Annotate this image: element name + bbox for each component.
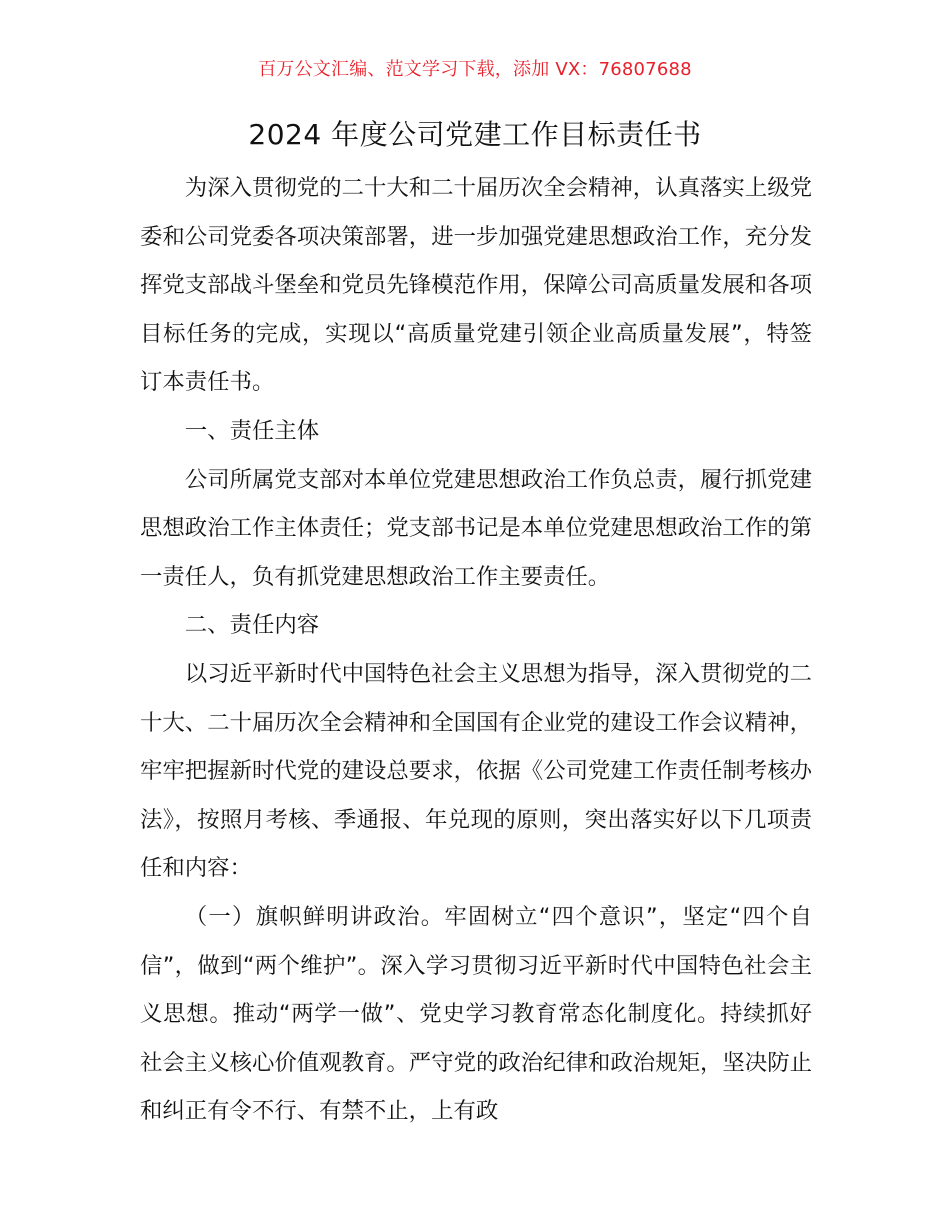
document-body xyxy=(140,164,812,1136)
section-heading-responsible-party: 一、责任主体 xyxy=(184,417,320,444)
section-heading-responsibility-content: 二、责任内容 xyxy=(184,612,320,639)
watermark-banner: 百万公文汇编、范文学习下载，添加 VX：76807688 xyxy=(258,59,692,80)
document-title: 2024 年度公司党建工作目标责任书 xyxy=(248,118,702,151)
section-paragraph-item-1: （一）旗帜鲜明讲政治。牢固树立“四个意识”，坚定“四个自信”，做到“两个维护”。深入学习贯彻习近平新时代中国特色社会主义思想。推动“两学一做”、党史学习教育常态化制度化。持续抓好社会主义核心价值观教育。严守党的政治纪律和政治规矩，坚决防止和纠正有令不行、有禁不止，上有政 xyxy=(140,903,812,1125)
section-paragraph: 以习近平新时代中国特色社会主义思想为指导，深入贯彻党的二十大、二十届历次全会精神和全国国有企业党的建设工作会议精神，牢牢把握新时代党的建设总要求，依据《公司党建工作责任制考核办法》，按照月考核、季通报、年兑现的原则，突出落实好以下几项责任和内容： xyxy=(140,660,812,882)
intro-paragraph: 为深入贯彻党的二十大和二十届历次全会精神，认真落实上级党委和公司党委各项决策部署，进一步加强党建思想政治工作，充分发挥党支部战斗堡垒和党员先锋模范作用，保障公司高质量发展和各项目标任务的完成，实现以“高质量党建引领企业高质量发展”，特签订本责任书。 xyxy=(140,175,812,396)
section-paragraph: 公司所属党支部对本单位党建思想政治工作负总责，履行抓党建思想政治工作主体责任；党支部书记是本单位党建思想政治工作的第一责任人，负有抓党建思想政治工作主要责任。 xyxy=(140,466,812,590)
